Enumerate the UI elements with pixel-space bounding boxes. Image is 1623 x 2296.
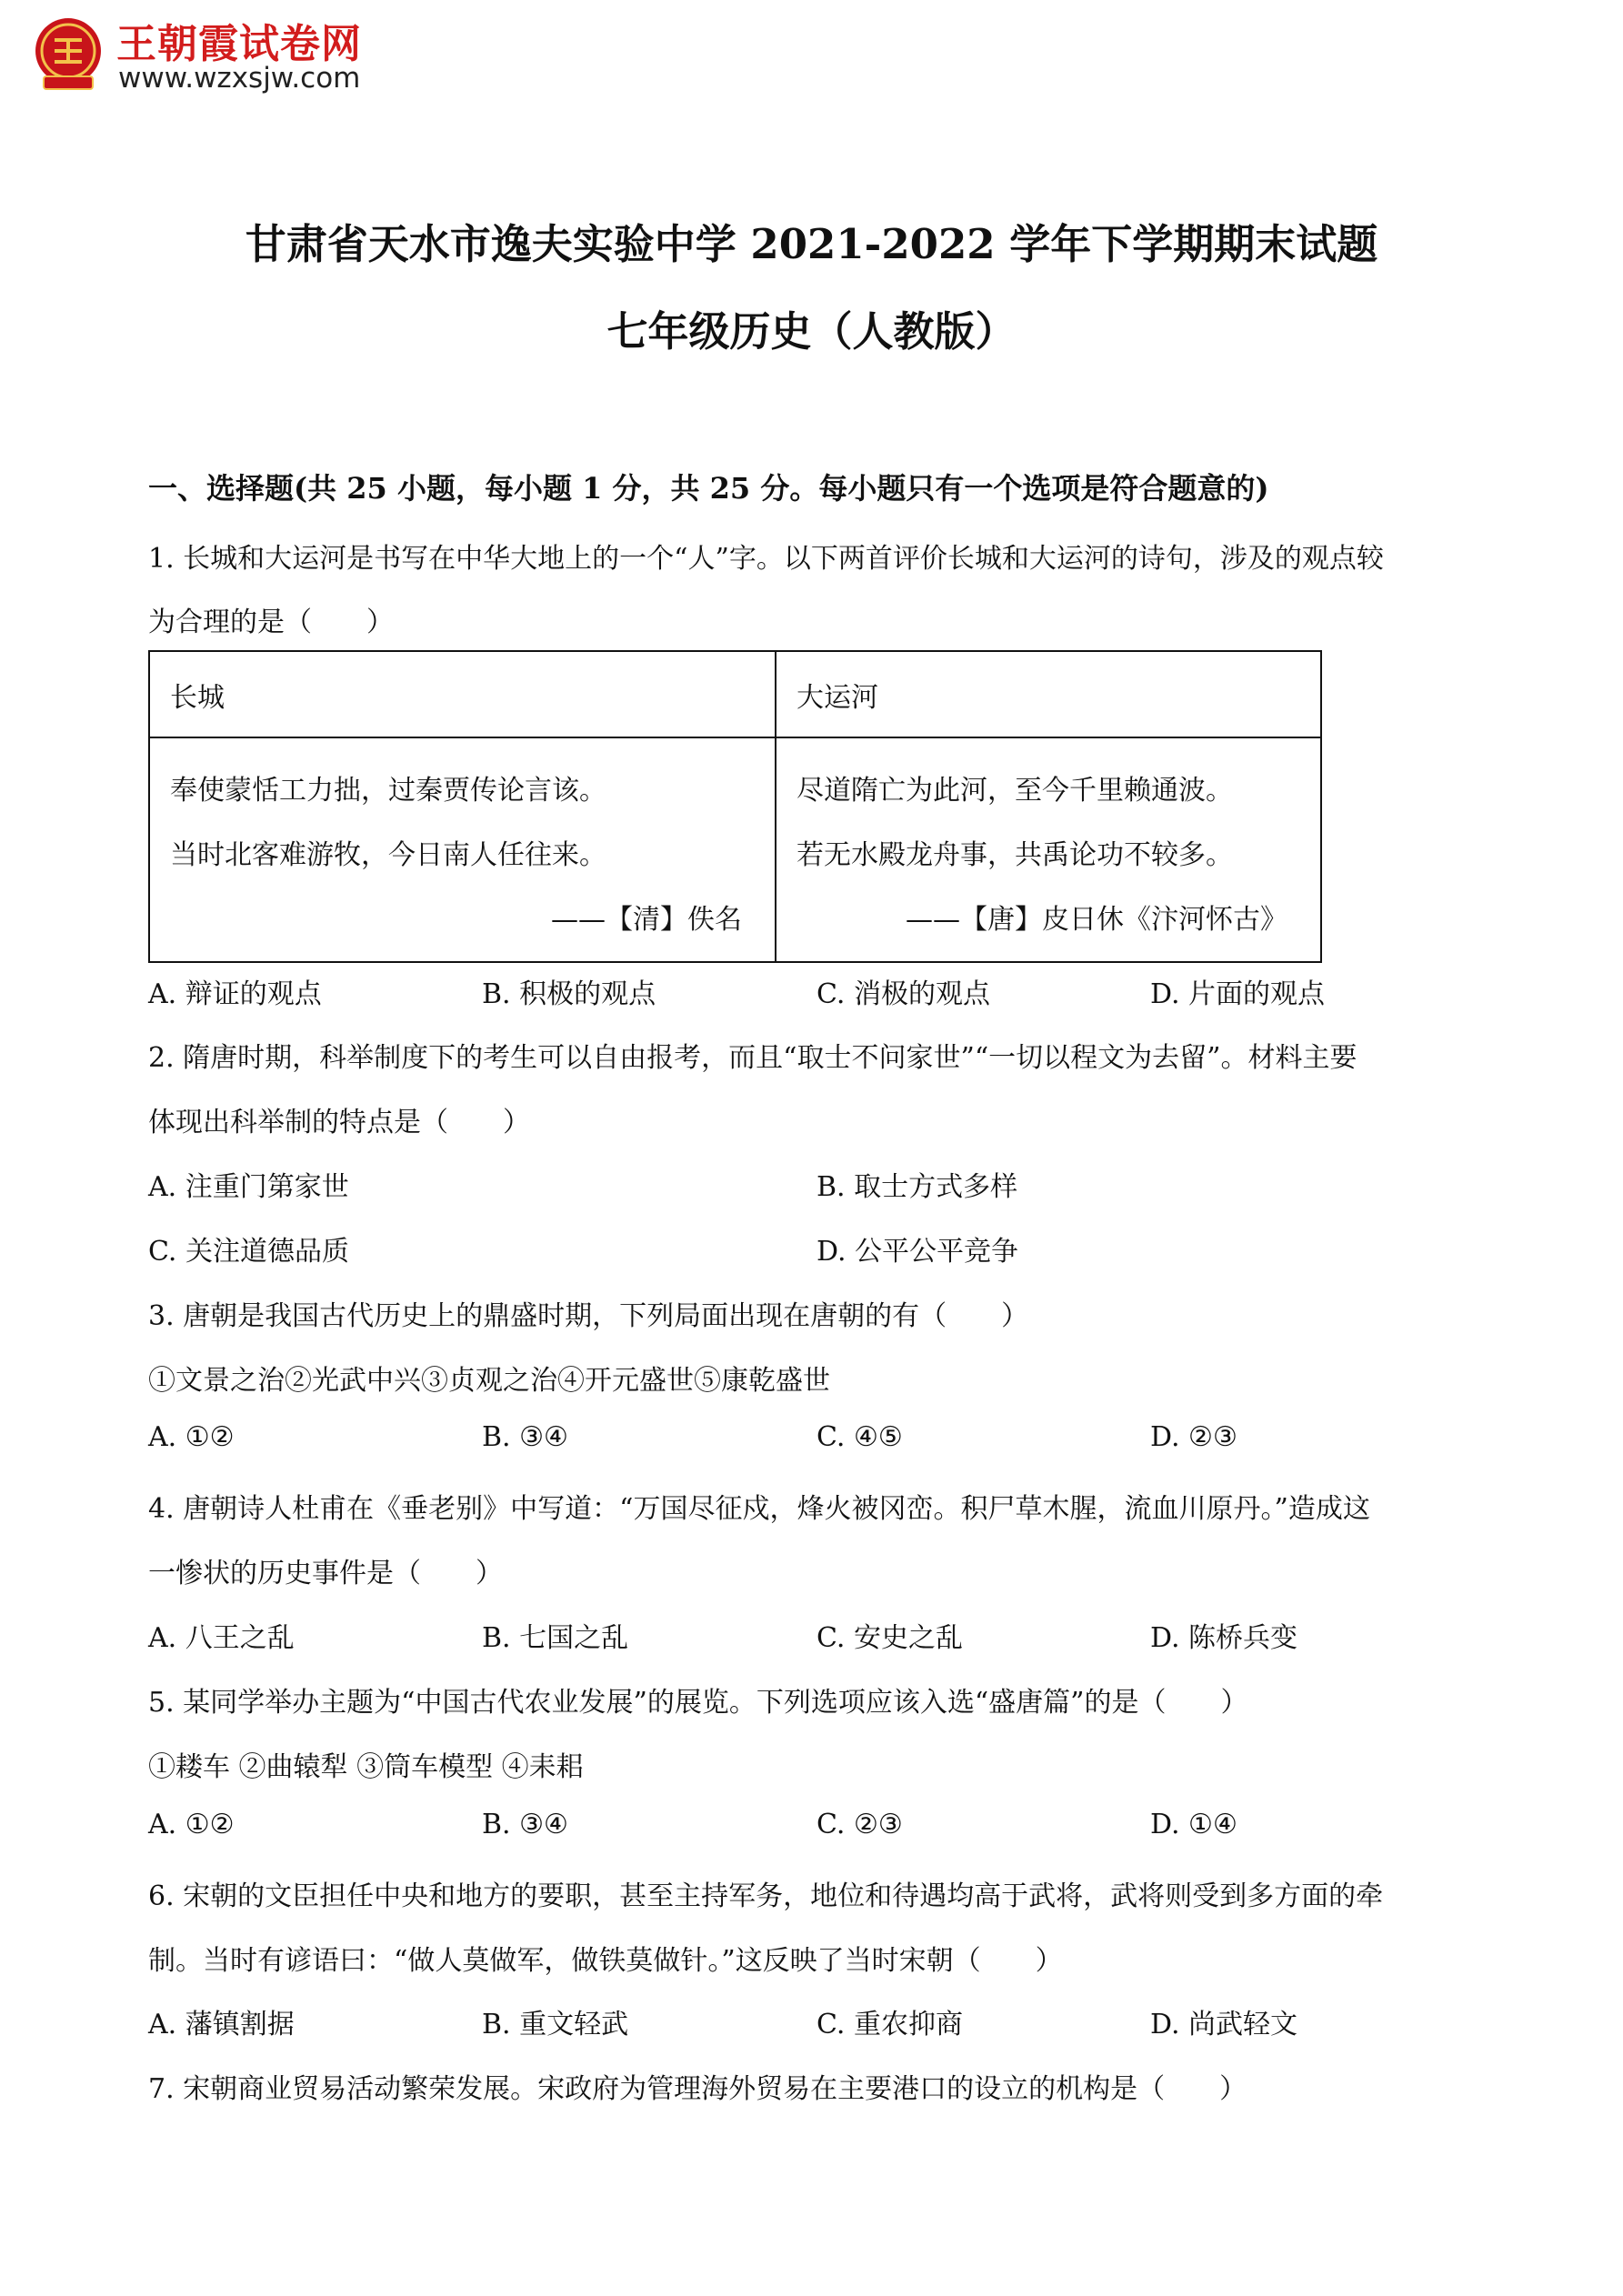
poem-table xyxy=(148,650,1322,963)
question-4-line1: 4. 唐朝诗人杜甫在《垂老别》中写道：“万国尽征戍，烽火被冈峦。积尸草木腥，流血川原丹。”造成这 xyxy=(148,1493,1370,1525)
poem-cell-great-wall xyxy=(149,737,776,962)
question-2-line2: 体现出科举制的特点是（ ） xyxy=(148,1107,530,1138)
q4-option-d[interactable]: D. 陈桥兵变 xyxy=(1150,1622,1298,1654)
q3-option-a[interactable]: A. ①② xyxy=(148,1421,235,1453)
q1-option-a[interactable]: A. 辩证的观点 xyxy=(148,978,322,1010)
q4-option-b[interactable]: B. 七国之乱 xyxy=(482,1622,629,1654)
question-3-line2: ①文景之治②光武中兴③贞观之治④开元盛世⑤康乾盛世 xyxy=(148,1365,830,1397)
q4-option-a[interactable]: A. 八王之乱 xyxy=(148,1622,295,1654)
question-7-line1: 7. 宋朝商业贸易活动繁荣发展。宋政府为管理海外贸易在主要港口的设立的机构是（ ） xyxy=(148,2073,1247,2105)
question-3-line1: 3. 唐朝是我国古代历史上的鼎盛时期，下列局面出现在唐朝的有（ ） xyxy=(148,1300,1029,1332)
brand-name: 王朝霞试卷网 xyxy=(116,21,362,67)
question-5-line1: 5. 某同学举办主题为“中国古代农业发展”的展览。下列选项应该入选“盛唐篇”的是（ ） xyxy=(148,1687,1248,1719)
poem-line: 尽道隋亡为此河，至今千里赖通波。 xyxy=(796,775,1233,807)
q3-option-d[interactable]: D. ②③ xyxy=(1150,1421,1237,1453)
exam-title: 甘肃省天水市逸夫实验中学 2021-2022 学年下学期期末试题 xyxy=(245,220,1378,268)
poem-line: 若无水殿龙舟事，共禹论功不较多。 xyxy=(796,839,1233,871)
exam-subtitle: 七年级历史（人教版） xyxy=(606,307,1017,356)
question-6-line2: 制。当时有谚语曰：“做人莫做军，做铁莫做针。”这反映了当时宋朝（ ） xyxy=(148,1945,1063,1977)
poem-cell-grand-canal xyxy=(776,737,1321,962)
q6-option-d[interactable]: D. 尚武轻文 xyxy=(1150,2009,1298,2040)
q2-option-d[interactable]: D. 公平公平竞争 xyxy=(817,1236,1019,1268)
q6-option-c[interactable]: C. 重农抑商 xyxy=(817,2009,963,2040)
q5-option-c[interactable]: C. ②③ xyxy=(817,1809,903,1840)
q2-option-c[interactable]: C. 关注道德品质 xyxy=(148,1236,349,1268)
logo-seal-icon xyxy=(27,13,109,95)
poem-line: 当时北客难游牧，今日南人任往来。 xyxy=(170,839,606,871)
question-6-line1: 6. 宋朝的文臣担任中央和地方的要职，甚至主持军务，地位和待遇均高于武将，武将则受到多方面的牵 xyxy=(148,1880,1384,1912)
q5-option-a[interactable]: A. ①② xyxy=(148,1809,235,1840)
q4-option-c[interactable]: C. 安史之乱 xyxy=(817,1622,963,1654)
q6-option-a[interactable]: A. 藩镇割据 xyxy=(148,2009,295,2040)
question-2-line1: 2. 隋唐时期，科举制度下的考生可以自由报考，而且“取士不问家世”“一切以程文为去留”。材料主要 xyxy=(148,1042,1358,1074)
question-1-line1: 1. 长城和大运河是书写在中华大地上的一个“人”字。以下两首评价长城和大运河的诗句，涉及的观点较 xyxy=(148,543,1384,575)
poem-source: ——【唐】皮日休《汴河怀古》 xyxy=(906,904,1287,936)
poem-line: 奉使蒙恬工力拙，过秦贾传论言该。 xyxy=(170,775,606,807)
q6-option-b[interactable]: B. 重文轻武 xyxy=(482,2009,629,2040)
q2-option-a[interactable]: A. 注重门第家世 xyxy=(148,1171,349,1203)
question-1-line2: 为合理的是（ ） xyxy=(148,607,394,638)
q2-option-b[interactable]: B. 取士方式多样 xyxy=(817,1171,1018,1203)
poem-table-header-grand-canal: 大运河 xyxy=(776,651,1321,737)
q1-option-d[interactable]: D. 片面的观点 xyxy=(1150,978,1326,1010)
q1-option-b[interactable]: B. 积极的观点 xyxy=(482,978,656,1010)
section-heading: 一、选择题(共 25 小题，每小题 1 分，共 25 分。每小题只有一个选项是符合题意的) xyxy=(148,471,1269,506)
brand-url[interactable]: www.wzxsjw.com xyxy=(118,62,361,95)
poem-source: ——【清】佚名 xyxy=(551,904,742,936)
q5-option-b[interactable]: B. ③④ xyxy=(482,1809,568,1840)
q3-option-c[interactable]: C. ④⑤ xyxy=(817,1421,903,1453)
question-4-line2: 一惨状的历史事件是（ ） xyxy=(148,1558,503,1589)
poem-table-header-great-wall: 长城 xyxy=(149,651,776,737)
q5-option-d[interactable]: D. ①④ xyxy=(1150,1809,1237,1840)
q3-option-b[interactable]: B. ③④ xyxy=(482,1421,568,1453)
question-5-line2: ①耧车 ②曲辕犁 ③筒车模型 ④耒耜 xyxy=(148,1751,584,1783)
q1-option-c[interactable]: C. 消极的观点 xyxy=(817,978,990,1010)
